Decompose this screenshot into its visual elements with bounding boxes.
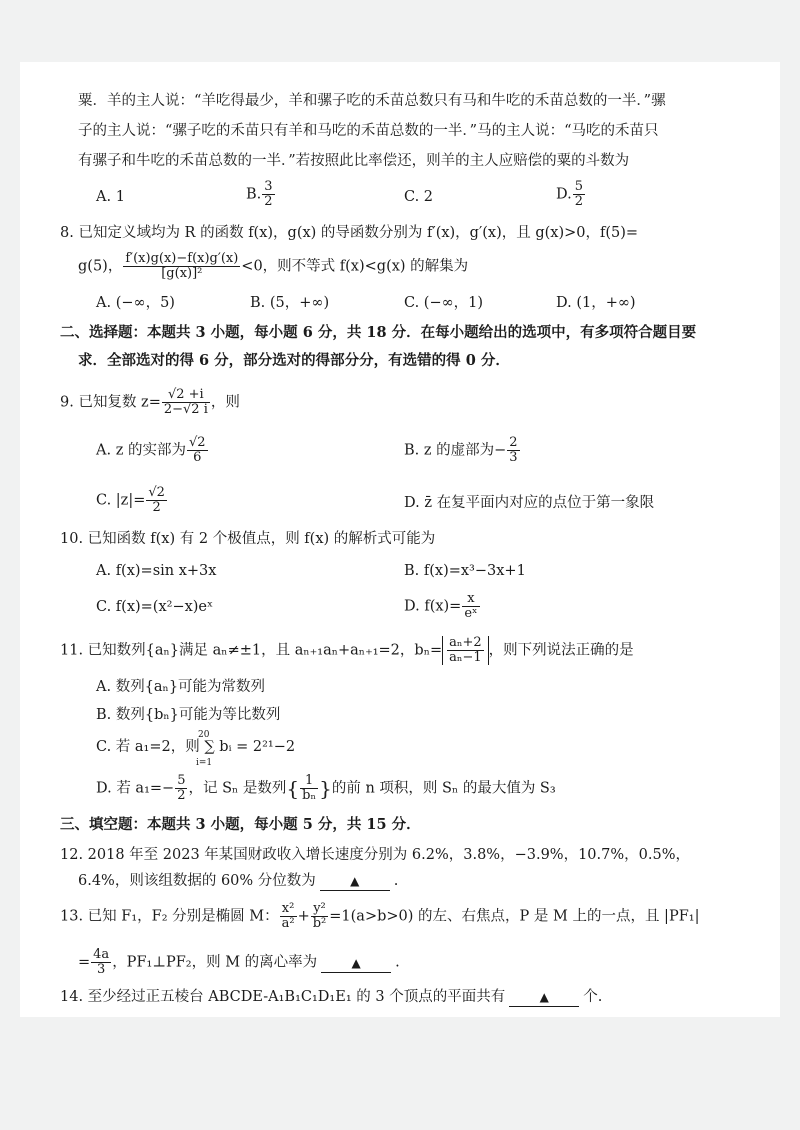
q7-option-d: D. $\frac{5}{2}$: [556, 179, 583, 209]
q7-line-2: 子的主人说：“骡子吃的禾苗只有羊和马吃的禾苗总数的一半．”马的主人说：“马吃的禾苗只: [78, 123, 659, 139]
q9-option-c: C. |z|= $\frac{√2}{2}$: [96, 485, 165, 515]
sum-lower-limit: i=1: [196, 758, 213, 768]
q8-option-b: B. (5，+∞): [250, 295, 330, 311]
q13-line-1: 13. 已知 F₁，F₂ 分别是椭圆 M： $\frac{\text{x²}}{\text{a²}}$ + $\frac{\text{y²}}{\text{b²}}$ =1(a>b>0) 的左、右焦点，P 是 M 上的一点，且 |PF₁|: [60, 901, 700, 931]
q13-answer-blank[interactable]: ▲: [321, 954, 391, 973]
q8-line-1: 8. 已知定义域均为 R 的函数 f(x)，g(x) 的导函数分别为 f′(x)，g′(x)，且 g(x)>0，f(5)=: [60, 225, 639, 241]
q9-option-a: A. z 的实部为 $\frac{√2}{6}$: [96, 435, 206, 465]
sum-upper-limit: 20: [198, 730, 210, 740]
q7-line-3: 有骡子和牛吃的禾苗总数的一半．”若按照此比率偿还，则羊的主人应赔偿的粟的斗数为: [78, 153, 630, 169]
q11-option-d: D. 若 a₁=− $\frac{5}{2}$ ，记 Sₙ 是数列{ $\frac{1}{\text{bₙ}}$ }的前 n 项积，则 Sₙ 的最大值为 S₃: [96, 773, 556, 803]
q13-line-2: = $\frac{4a}{3}$ ，PF₁⊥PF₂，则 M 的离心率为 ▲ .: [78, 947, 400, 977]
q7-option-b: B. $\frac{3}{2}$: [246, 179, 273, 209]
q10-option-d: D. f(x)= $\frac{x}{\text{eˣ}}$: [404, 591, 478, 621]
q9-option-b: B. z 的虚部为− $\frac{2}{3}$: [404, 435, 518, 465]
q8-option-a: A. (−∞，5): [96, 295, 175, 311]
q7-option-a: A. 1: [96, 189, 125, 205]
q10-option-a: A. f(x)=sin x+3x: [96, 563, 217, 579]
q14-answer-blank[interactable]: ▲: [509, 988, 579, 1007]
q8-line-2: g(5)， $\frac{f'(x)g(x)-f(x)g'(x)}{\text{[g(x)]²}}$ <0，则不等式 f(x)<g(x) 的解集为: [78, 251, 469, 281]
q8-option-d: D. (1，+∞): [556, 295, 636, 311]
q9-option-d: D. z̄ 在复平面内对应的点位于第一象限: [404, 495, 655, 511]
q11-stem: 11. 已知数列{aₙ}满足 aₙ≠±1，且 aₙ₊₁aₙ+aₙ₊₁=2，bₙ= $\frac{\text{aₙ+2}}{\text{aₙ−1}}$ ，则下列说法正确的是: [60, 635, 634, 665]
section-2-header-line-2: 求．全部选对的得 6 分，部分选对的得部分分，有选错的得 0 分．: [78, 352, 510, 369]
q11-option-c: C. 若 a₁=2，则 ∑ bᵢ = 2²¹−2 20 i=1: [96, 738, 295, 756]
q8-option-c: C. (−∞，1): [404, 295, 484, 311]
q11-option-a: A. 数列{aₙ}可能为常数列: [96, 679, 266, 695]
q7-option-c: C. 2: [404, 189, 434, 205]
q12-line-2: 6.4%，则该组数据的 60% 分位数为 ▲ .: [78, 873, 399, 889]
q11-option-b: B. 数列{bₙ}可能为等比数列: [96, 707, 281, 723]
section-3-header: 三、填空题：本题共 3 小题，每小题 5 分，共 15 分．: [60, 816, 421, 833]
q12-line-1: 12. 2018 年至 2023 年某国财政收入增长速度分别为 6.2%，3.8%，−3.9%，10.7%，0.5%，: [60, 847, 690, 863]
q12-answer-blank[interactable]: ▲: [320, 872, 390, 891]
q10-stem: 10. 已知函数 f(x) 有 2 个极值点，则 f(x) 的解析式可能为: [60, 531, 436, 547]
exam-page: [20, 62, 780, 1017]
q10-option-c: C. f(x)=(x²−x)eˣ: [96, 599, 214, 615]
section-2-header-line-1: 二、选择题：本题共 3 小题，每小题 6 分，共 18 分．在每小题给出的选项中，有多项符合题目要: [60, 324, 697, 341]
q10-option-b: B. f(x)=x³−3x+1: [404, 563, 526, 579]
q9-stem: 9. 已知复数 z= $\frac{√2 +i}{2-√2 i}$ ，则: [60, 387, 240, 417]
q14-line: 14. 至少经过正五棱台 ABCDE-A₁B₁C₁D₁E₁ 的 3 个顶点的平面共有 ▲ 个.: [60, 989, 603, 1005]
q7-line-1: 粟．羊的主人说：“羊吃得最少，羊和骡子吃的禾苗总数只有马和牛吃的禾苗总数的一半．”骡: [78, 93, 666, 109]
